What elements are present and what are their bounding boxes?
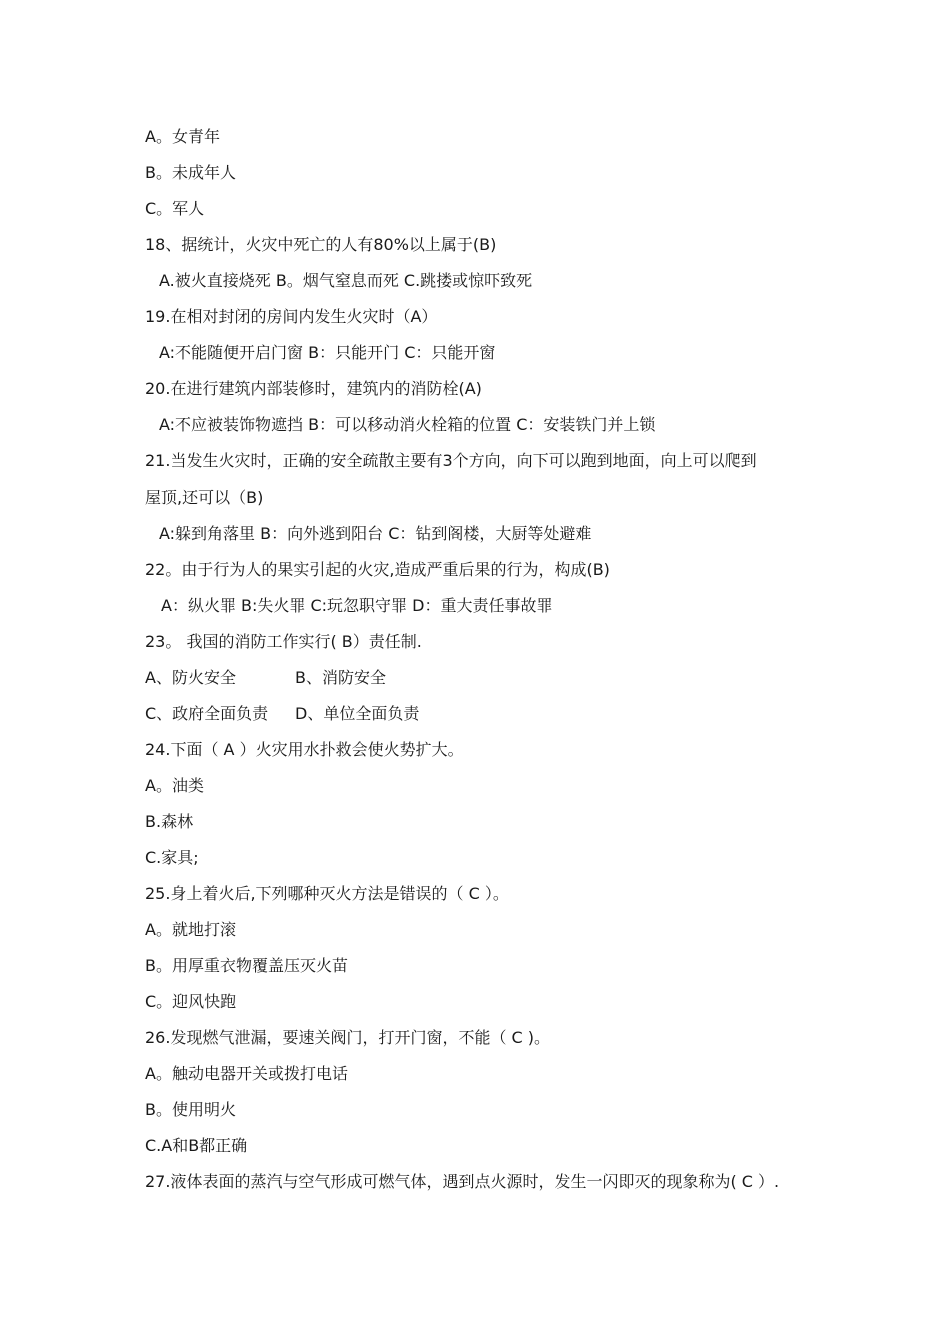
options-23-row2 xyxy=(145,703,890,725)
option-b: B、消防安全 xyxy=(295,668,386,687)
option-c: C、政府全面负责 xyxy=(145,704,269,723)
question-18: 18、据统计，火灾中死亡的人有80%以上属于(B) xyxy=(145,235,497,254)
option-a: A、防火安全 xyxy=(145,668,236,687)
options-18: A.被火直接烧死 B。烟气窒息而死 C.跳搂或惊吓致死 xyxy=(159,271,533,290)
question-21: 21.当发生火灾时，正确的安全疏散主要有3个方向，向下可以跑到地面，向上可以爬到 xyxy=(145,451,757,470)
option-line: A。油类 xyxy=(145,776,204,795)
option-line: B。未成年人 xyxy=(145,163,236,182)
options-22: A：纵火罪 B:失火罪 C:玩忽职守罪 D：重大责任事故罪 xyxy=(161,596,553,615)
options-20: A:不应被装饰物遮挡 B：可以移动消火栓箱的位置 C：安装铁门并上锁 xyxy=(159,415,656,434)
option-line: B。用厚重衣物覆盖压灭火苗 xyxy=(145,956,348,975)
option-line: C.A和B都正确 xyxy=(145,1136,248,1155)
option-line: A。触动电器开关或拨打电话 xyxy=(145,1064,348,1083)
question-25: 25.身上着火后,下列哪种灭火方法是错误的（ C ）。 xyxy=(145,884,509,903)
question-27: 27.液体表面的蒸汽与空气形成可燃气体，遇到点火源时，发生一闪即灭的现象称为( C ）. xyxy=(145,1172,780,1191)
question-24: 24.下面（ A ）火灾用水扑救会使火势扩大。 xyxy=(145,740,464,759)
options-23-row1 xyxy=(145,667,890,689)
options-21: A:躲到角落里 B：向外逃到阳台 C：钻到阁楼，大厨等处避难 xyxy=(159,524,592,543)
option-line: A。女青年 xyxy=(145,127,220,146)
option-line: C。迎风快跑 xyxy=(145,992,237,1011)
question-21-cont: 屋顶,还可以（B) xyxy=(145,488,264,507)
question-22: 22。由于行为人的果实引起的火灾,造成严重后果的行为，构成(B) xyxy=(145,560,610,579)
option-line: B。使用明火 xyxy=(145,1100,236,1119)
option-line: A。就地打滚 xyxy=(145,920,236,939)
option-line: B.森林 xyxy=(145,812,194,831)
question-23: 23。 我国的消防工作实行( B）责任制. xyxy=(145,632,422,651)
option-line: C。军人 xyxy=(145,199,205,218)
option-d: D、单位全面负责 xyxy=(295,704,420,723)
options-19: A:不能随便开启门窗 B：只能开门 C：只能开窗 xyxy=(159,343,496,362)
question-19: 19.在相对封闭的房间内发生火灾时（A） xyxy=(145,307,438,326)
option-line: C.家具; xyxy=(145,848,199,867)
question-20: 20.在进行建筑内部装修时，建筑内的消防栓(A) xyxy=(145,379,482,398)
question-26: 26.发现燃气泄漏，要速关阀门，打开门窗，不能（ C )。 xyxy=(145,1028,551,1047)
